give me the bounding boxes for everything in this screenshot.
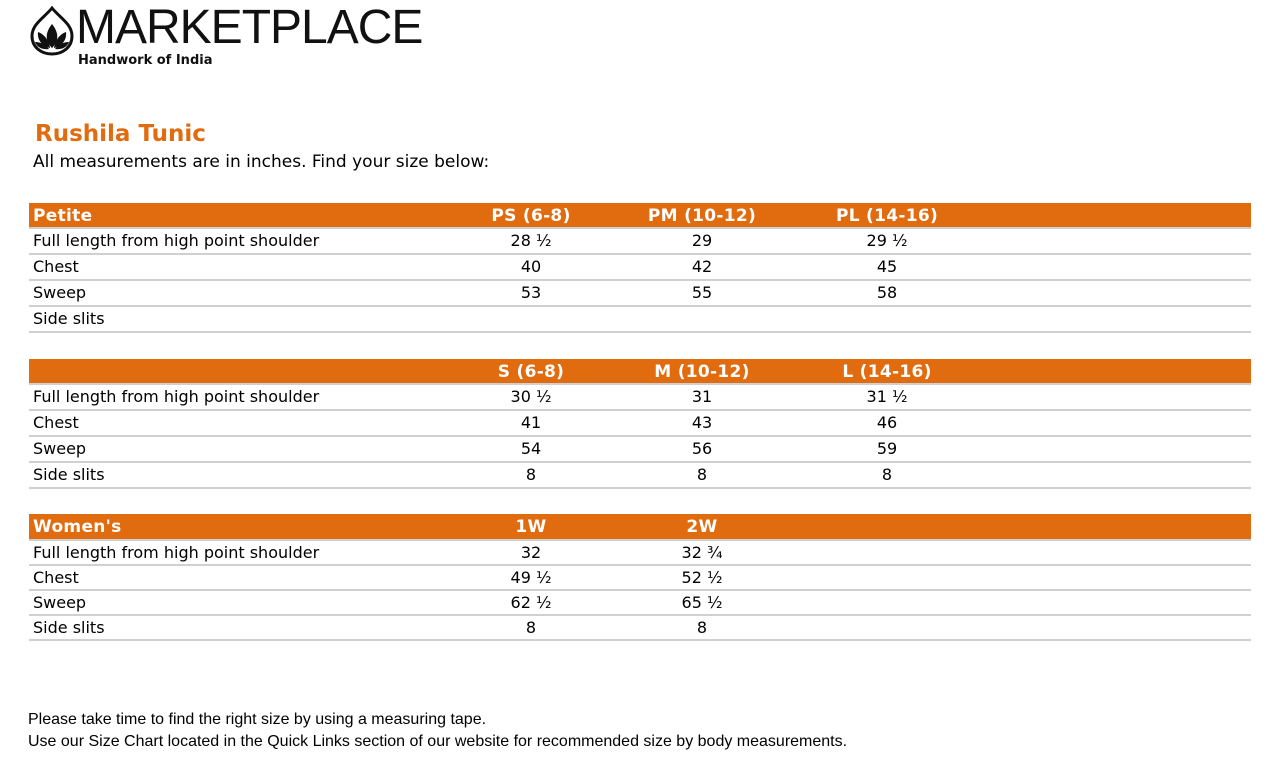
- measurement-value: 8: [525, 618, 537, 637]
- measurement-value: 62 ½: [510, 593, 552, 612]
- row-label: Full length from high point shoulder: [33, 543, 320, 562]
- table-row: [29, 463, 1251, 489]
- size-column-header: M (10-12): [654, 362, 750, 382]
- row-label: Chest: [33, 257, 79, 276]
- measurement-value: 31 ½: [866, 387, 908, 406]
- lotus-leaf-icon: [30, 6, 74, 56]
- size-column-header: PM (10-12): [647, 206, 757, 226]
- measurement-value: 56: [691, 439, 713, 458]
- size-column-header: S (6-8): [497, 362, 565, 382]
- table-header: [29, 514, 1251, 541]
- measurement-value: 53: [520, 283, 542, 302]
- size-column-header: 1W: [515, 517, 547, 537]
- size-table-womens: [29, 514, 1251, 641]
- measurement-value: 59: [876, 439, 898, 458]
- measurement-value: 58: [876, 283, 898, 302]
- row-label: Full length from high point shoulder: [33, 387, 320, 406]
- table-row: [29, 229, 1251, 255]
- measurement-value: 52 ½: [681, 568, 723, 587]
- brand-logo: [30, 1, 423, 70]
- measurement-value: 49 ½: [510, 568, 552, 587]
- measurement-value: 29: [691, 231, 713, 250]
- measurement-value: 43: [691, 413, 713, 432]
- table-row: [29, 411, 1251, 437]
- measuring-note: Please take time to find the right size by using a measuring tape.: [28, 711, 487, 728]
- row-label: Side slits: [33, 465, 105, 484]
- size-table-regular: [29, 359, 1251, 489]
- measurement-value: 45: [876, 257, 898, 276]
- measurement-value: 32 ¾: [681, 543, 723, 562]
- measurement-value: 32: [520, 543, 542, 562]
- table-header: [29, 359, 1251, 385]
- row-label: Sweep: [33, 593, 87, 612]
- row-label: Full length from high point shoulder: [33, 231, 320, 250]
- measurement-value: 8: [525, 465, 537, 484]
- size-column-header: PS (6-8): [491, 206, 571, 226]
- measurement-value: 29 ½: [866, 231, 908, 250]
- measurement-value: 8: [696, 465, 708, 484]
- page-subtitle: All measurements are in inches. Find your size below:: [33, 152, 490, 172]
- table-row: [29, 616, 1251, 641]
- measurement-value: 40: [520, 257, 542, 276]
- measurement-value: 8: [696, 618, 708, 637]
- measurement-value: 42: [691, 257, 713, 276]
- table-header: [29, 203, 1251, 229]
- table-row: [29, 385, 1251, 411]
- table-row: [29, 541, 1251, 566]
- size-chart-note: Use our Size Chart located in the Quick Links section of our website for recommended size by body measurements.: [28, 733, 848, 750]
- row-label: Chest: [33, 413, 79, 432]
- measurement-value: 41: [520, 413, 542, 432]
- table-row: [29, 307, 1251, 333]
- measurement-value: 8: [881, 465, 893, 484]
- size-column-header: L (14-16): [842, 362, 932, 382]
- brand-tagline: Handwork of India: [78, 53, 213, 68]
- brand-name: MARKETPLACE: [76, 1, 423, 54]
- measurement-value: 55: [691, 283, 713, 302]
- table-heading: Women's: [33, 517, 122, 537]
- table-row: [29, 255, 1251, 281]
- page-title: Rushila Tunic: [35, 121, 206, 147]
- measurement-value: 31: [691, 387, 713, 406]
- table-row: [29, 281, 1251, 307]
- size-column-header: 2W: [686, 517, 718, 537]
- table-row: [29, 566, 1251, 591]
- size-table-petite: [29, 203, 1251, 333]
- row-label: Side slits: [33, 309, 105, 328]
- row-label: Side slits: [33, 618, 105, 637]
- row-label: Sweep: [33, 283, 87, 302]
- measurement-value: 30 ½: [510, 387, 552, 406]
- row-label: Chest: [33, 568, 79, 587]
- measurement-value: 28 ½: [510, 231, 552, 250]
- size-column-header: PL (14-16): [835, 206, 939, 226]
- measurement-value: 54: [520, 439, 542, 458]
- table-row: [29, 591, 1251, 616]
- measurement-value: 65 ½: [681, 593, 723, 612]
- row-label: Sweep: [33, 439, 87, 458]
- table-row: [29, 437, 1251, 463]
- measurement-value: 46: [876, 413, 898, 432]
- table-heading: Petite: [33, 206, 93, 226]
